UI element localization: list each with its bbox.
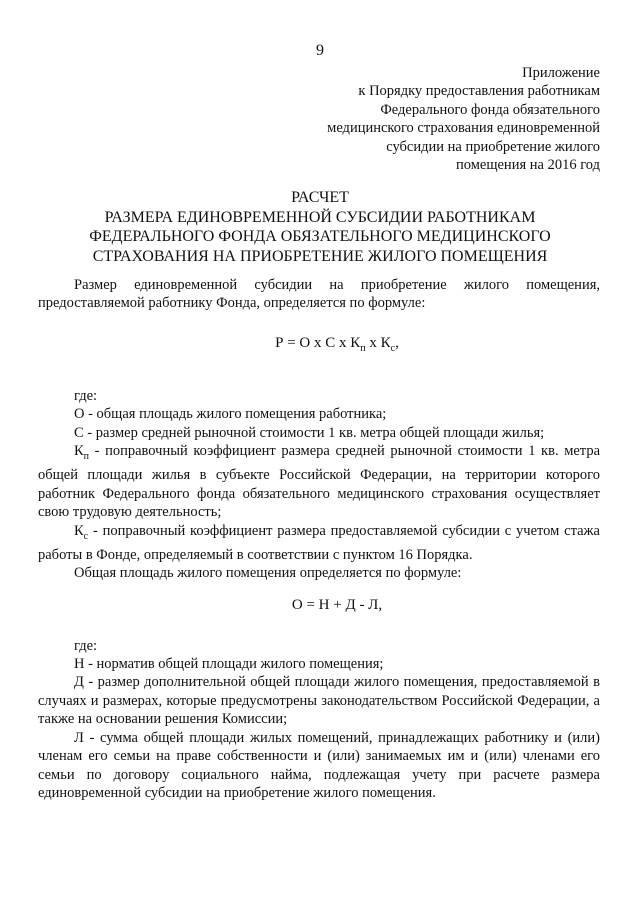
formula-part: Р = О х С х К [275, 334, 361, 351]
formula-subsidy [38, 333, 600, 359]
symbol-subscript: п [83, 450, 90, 462]
definition-c: С - размер средней рыночной стоимости 1 кв. метра общей площади жилья; [74, 424, 545, 441]
definition-o: О - общая площадь жилого помещения работника; [74, 406, 387, 423]
formula-subscript: с [390, 342, 396, 354]
symbol: К [74, 443, 84, 460]
appendix-line: субсидии на приобретение жилого [386, 138, 600, 155]
definition-kp [38, 442, 600, 522]
definition-d: Д - размер дополнительной общей площади жилого помещения, предоставляемой в случаях и размерах, которые предусмотрены законодательством Российской Федерации, а также на основании решения Комиссии; [38, 674, 600, 728]
definition-text: - поправочный коэффициент размера предоставляемой субсидии с учетом стажа работы в Фонде, определяемый в соответствии с пунктом 16 Порядка. [38, 522, 600, 563]
formula-area: О = Н + Д - Л, [291, 596, 383, 613]
symbol: К [74, 522, 84, 539]
heading-line: СТРАХОВАНИЯ НА ПРИОБРЕТЕНИЕ ЖИЛОГО ПОМЕЩЕНИЯ [92, 247, 548, 265]
formula-part: , [395, 334, 399, 351]
appendix-line: Федерального фонда обязательного [380, 101, 600, 118]
page-number: 9 [316, 42, 324, 59]
definition-text: - поправочный коэффициент размера средней рыночной стоимости 1 кв. метра общей площади жилья в субъекте Российской Федерации, на территории которого работник Федерального фонда обязательного медицинского страхования осуществляет свою трудовую деятельность; [38, 443, 600, 521]
document-heading [40, 188, 600, 266]
heading-title: РАСЧЕТ [291, 189, 349, 206]
appendix-line: Приложение [522, 65, 600, 81]
definition-n: Н - норматив общей площади жилого помещения; [74, 656, 384, 673]
formula-part: х К [365, 334, 391, 351]
where-label: где: [74, 637, 98, 654]
appendix-line: медицинского страхования единовременной [327, 120, 600, 137]
symbol-subscript: с [83, 530, 89, 542]
heading-line: ФЕДЕРАЛЬНОГО ФОНДА ОБЯЗАТЕЛЬНОГО МЕДИЦИНСКОГО [89, 228, 551, 245]
heading-line: РАЗМЕРА ЕДИНОВРЕМЕННОЙ СУБСИДИИ РАБОТНИКАМ [104, 208, 536, 226]
area-intro-paragraph: Общая площадь жилого помещения определяется по формуле: [74, 565, 462, 582]
formula-subscript: п [360, 342, 366, 354]
appendix-header [327, 64, 600, 174]
document-body [38, 276, 600, 802]
appendix-line: помещения на 2016 год [455, 157, 600, 174]
definition-kc [38, 522, 600, 565]
definition-l: Л - сумма общей площади жилых помещений, принадлежащих работнику и (или) членам его семьи на праве собственности и (или) занимаемых им и (или) членами его семьи по договору социального найма, подлежащая учету при расчете размера единовременной субсидии на приобретение жилого помещения. [38, 729, 600, 801]
intro-paragraph: Размер единовременной субсидии на приобретение жилого помещения, предоставляемой работнику Фонда, определяется по формуле: [38, 277, 600, 312]
where-label: где: [74, 387, 98, 404]
appendix-line: к Порядку предоставления работникам [358, 83, 600, 100]
